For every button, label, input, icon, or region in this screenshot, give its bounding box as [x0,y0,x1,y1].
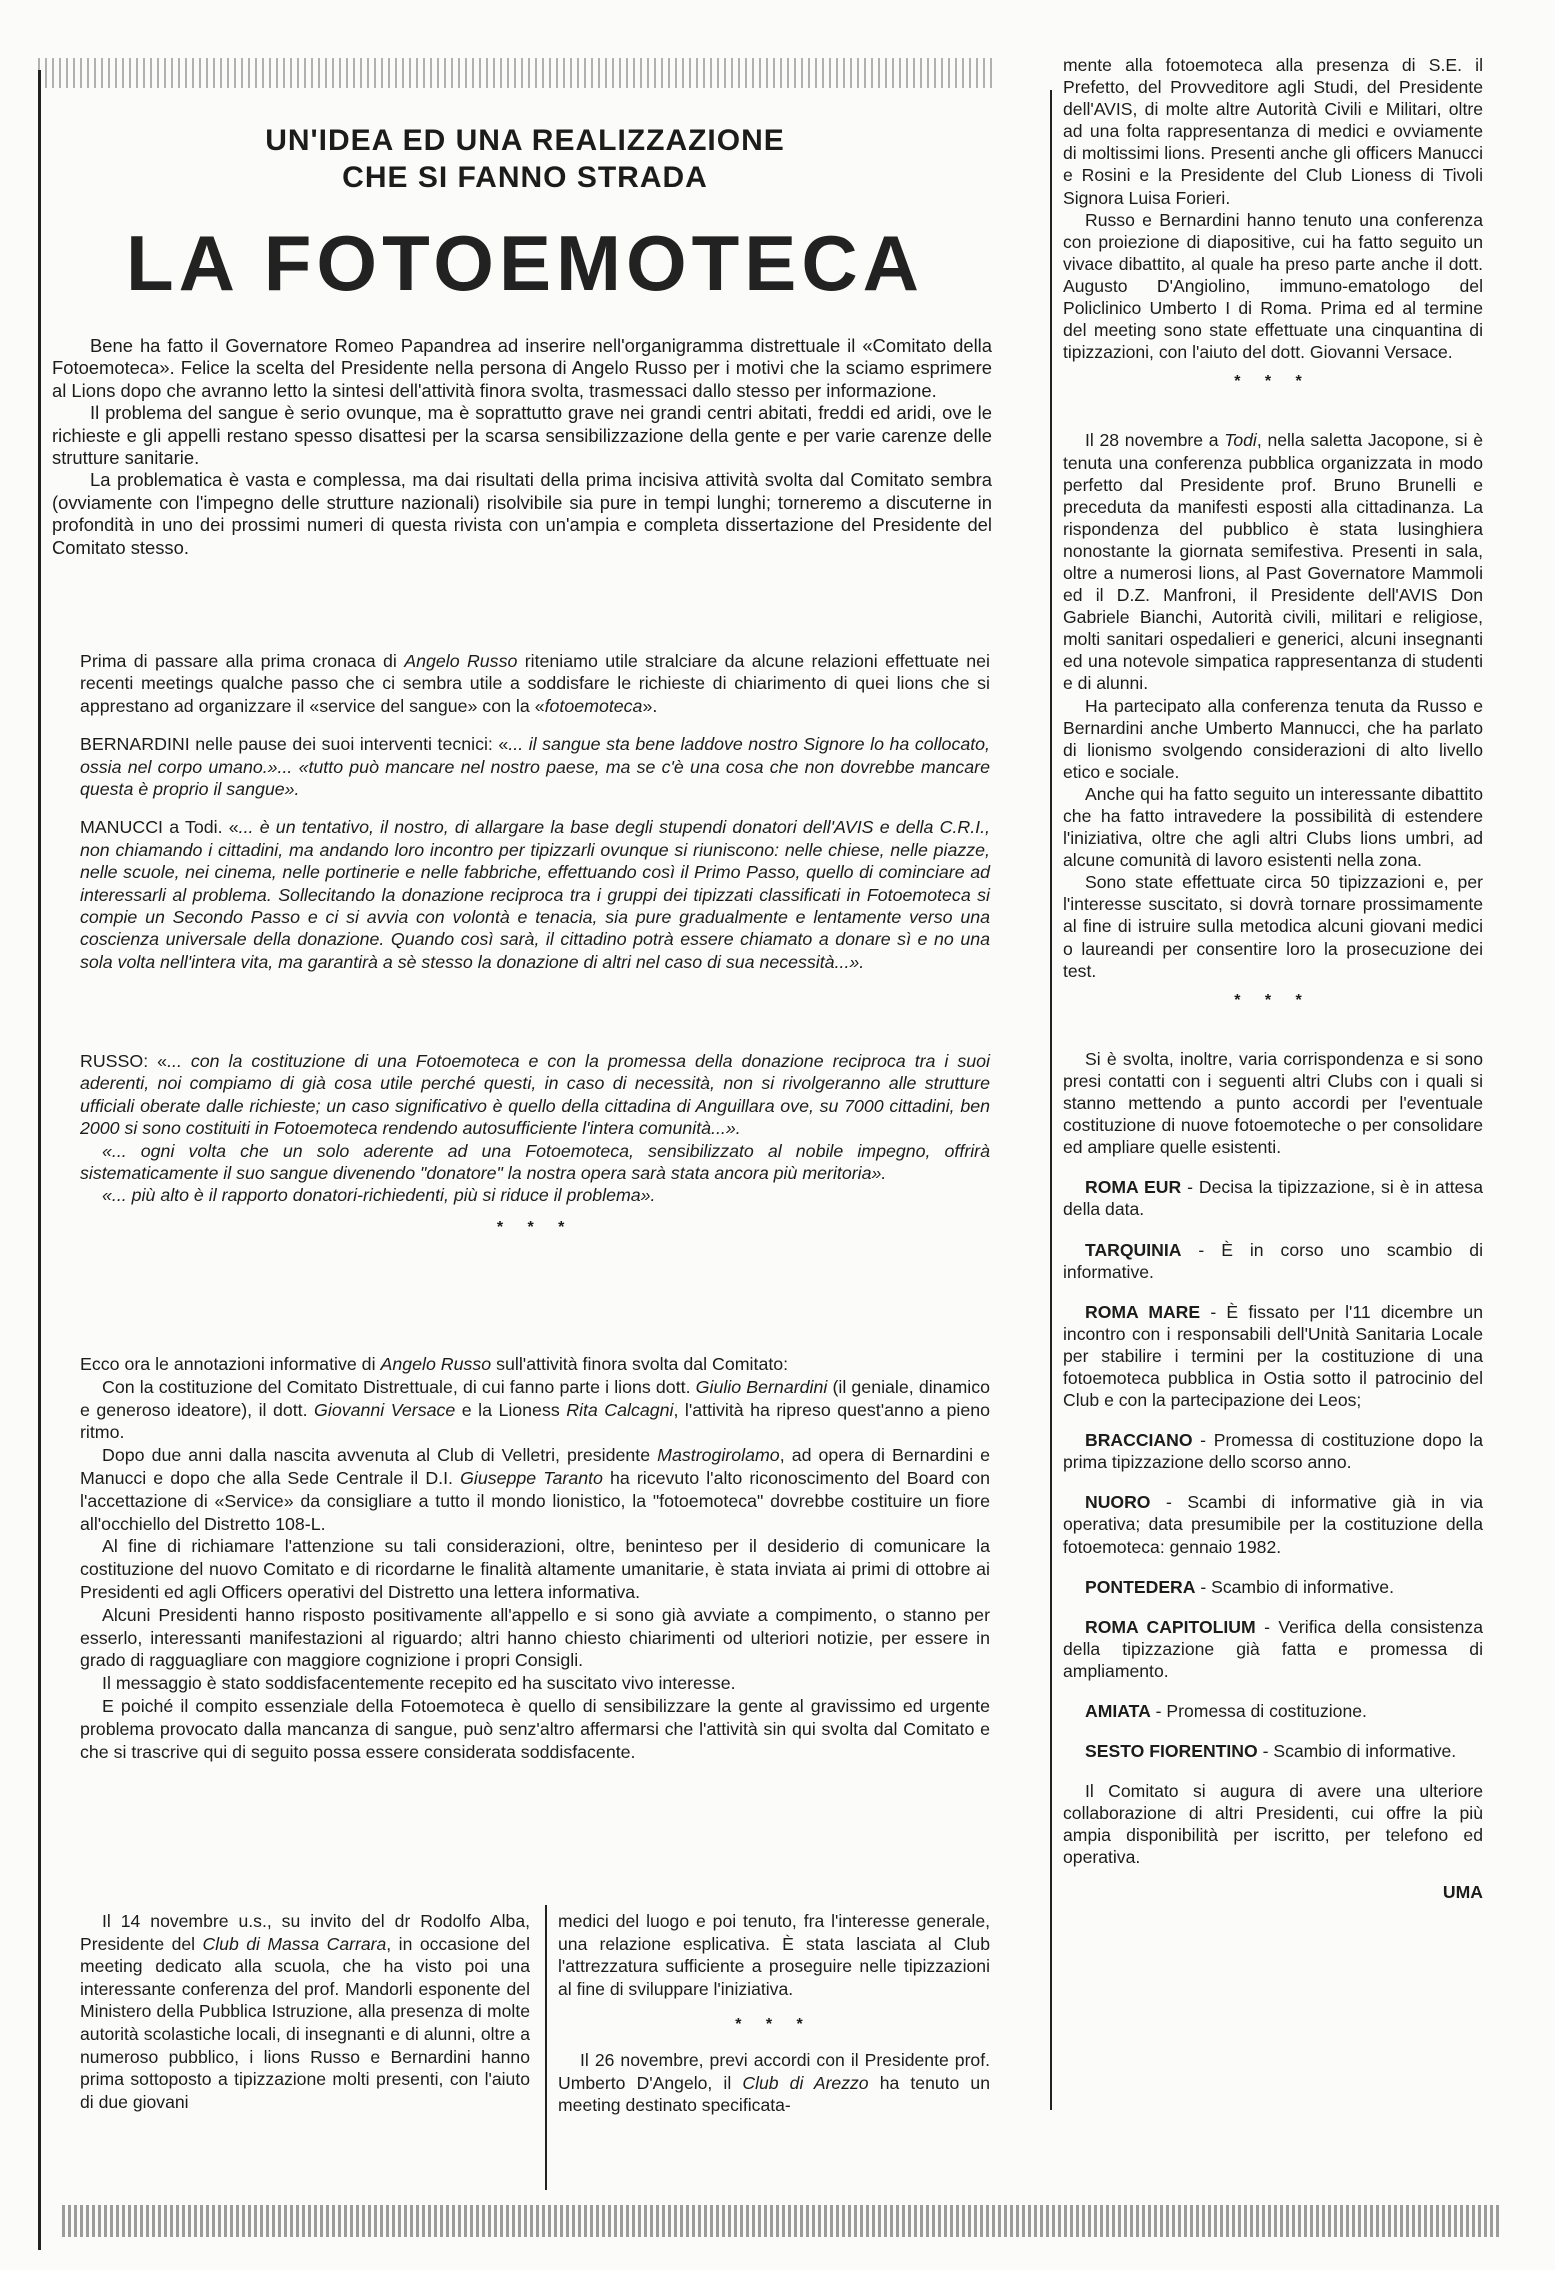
section-separator: * * * [1234,373,1312,391]
club-entry: ROMA EUR - Decisa la tipizzazione, si è in attesa della data. [1063,1177,1483,1220]
club-entry: SESTO FIORENTINO - Scambio di informative. [1085,1741,1457,1762]
bernardini-quote: BERNARDINI nelle pause dei suoi interventi tecnici: «... il sangue sta bene laddove nostro Signore lo ha collocato, ossia nel corpo umano.»... «tutto può mancare nel nostro paese, ma se c'è una cosa che non dovrebbe mancare questa è proprio il sangue». [80,734,990,800]
club-entry: AMIATA - Promessa di costituzione. [1085,1701,1367,1721]
section-separator: * * * [1234,991,1312,1009]
russo-quote-2: «... ogni volta che un solo aderente ad una Fotoemoteca, sensibilizzato al nobile impegno, offrirà sistematicamente il suo sangue divenendo "donatore" la nostra opera sarà stata ancora più meritoria». [80,1140,990,1184]
russo-quote-3: «... più alto è il rapporto donatori-richiedenti, più si riduce il problema». [102,1185,656,1206]
bottom-column-left [80,1910,530,2113]
arezzo-continued: mente alla fotoemoteca alla presenza di S.E. il Prefetto, del Provveditore agli Studi, del Presidente dell'AVIS, di molte altre Autorità Civili e Militari, oltre ad una folta rappresentanza di medici e ovviamente di moltissimi lions. Presenti anche gli officers Manucci e Rosini e la Presidente del Club Lioness di Tivoli Signora Luisa Forieri. [1063,55,1483,208]
annotations-paragraph: Dopo due anni dalla nascita avvenuta al Club di Velletri, presidente Mastrogirolamo, ad opera di Bernardini e Manucci e dopo che alla Sede Centrale il D.I. Giuseppe Taranto ha ricevuto l'alto riconoscimento del Board con l'accettazione di «Service» da consigliare a tutto il mondo lionistico, la "fotoemoteca" dovrebbe costituire un fiore all'occhiello del Distretto 108-L. [80,1445,991,1534]
scan-noise-bottom [62,2205,1502,2237]
bottom-column-middle [558,1910,990,2117]
right-paragraph: Anche qui ha fatto seguito un interessante dibattito che ha fatto intravedere la possibilità di estendere l'iniziativa, oltre che agli altri Clubs lions umbri, ad alcune comunità di lavoro esistenti nella zona. [1063,783,1483,871]
headline-line-1: UN'IDEA ED UNA REALIZZAZIONE [265,124,785,157]
russo-quote-1: RUSSO: «... con la costituzione di una Fotoemoteca e con la promessa della donazione reciproca tra i suoi aderenti, noi compiamo di già cosa utile perché questi, in caso di necessità, non si rivolgeranno alle strutture ufficiali oberate dalle richieste; un caso significativo è quello della cittadina di Anguillara ove, su 7000 cittadini, ben 2000 si sono costituiti in Fotoemoteca rendendo autosufficiente l'intera comunità...». [80,1051,990,1139]
correspondence-paragraph: Si è svolta, inoltre, varia corrispondenza e si sono presi contatti con i seguenti altri Clubs con i quali si stanno mettendo a punto accordi per l'eventuale costituzione di nuove fotoemoteche o per consolidare ed ampliare quelle esistenti. [1063,1048,1483,1158]
inner-column-divider [545,1905,547,2190]
section-separator: * * * [735,2016,813,2034]
premise-section [80,650,990,989]
column-divider-rule [1050,90,1052,2110]
intro-paragraph: Il problema del sangue è serio ovunque, ma è soprattutto grave nei grandi centri abitati, freddi ed aridi, ove le richieste e gli appelli restano spesso disattesi per la scarsa sensibilizzazione della gente e per varie carenze delle strutture sanitarie. [52,402,992,469]
club-entry: PONTEDERA - Scambio di informative. [1085,1576,1394,1597]
massa-carrara-continued: medici del luogo e poi tenuto, fra l'interesse generale, una relazione esplicativa. È stata lasciata al Club l'attrezzatura sufficiente a proseguire nelle tipizzazioni al fine di sviluppare l'iniziativa. [558,1911,990,1999]
right-paragraph: Sono state effettuate circa 50 tipizzazioni e, per l'interesse suscitato, si dovrà tornare prossimamente al fine di istruire sulla metodica alcuni giovani medici o laureandi per consentire loro la prosecuzione dei test. [1063,872,1483,981]
arezzo-paragraph: Il 26 novembre, previ accordi con il Presidente prof. Umberto D'Angelo, il Club di Arezzo ha tenuto un meeting destinato specificata- [558,2049,990,2116]
scan-noise-top [38,58,993,88]
club-entry: TARQUINIA - È in corso uno scambio di informative. [1063,1239,1483,1282]
right-column [1063,54,1483,1903]
closing-paragraph: Il Comitato si augura di avere una ulteriore collaborazione di altri Presidenti, cui offre la più ampia disponibilità per iscritto, per telefono ed operativa. [1063,1781,1483,1868]
annotations-paragraph: Con la costituzione del Comitato Distrettuale, di cui fanno parte i lions dott. Giulio Bernardini (il geniale, dinamico e generoso ideatore), il dott. Giovanni Versace e la Lioness Rita Calcagni, l'attività ha ripreso quest'anno a pieno ritmo. [80,1376,991,1443]
club-entry: ROMA CAPITOLIUM - Verifica della consistenza della tipizzazione già fatta e promessa di ampliamento. [1063,1616,1483,1681]
section-separator: * * * [496,1218,574,1236]
annotations-paragraph: Al fine di richiamare l'attenzione su tali considerazioni, oltre, beninteso per il desiderio di comunicare la costituzione del nuovo Comitato e di ricordarne le finalità altamente umanitarie, è stata inviata ai primi di ottobre ai Presidenti ed agli Officers operativi del Distretto una lettera informativa. [80,1536,990,1602]
massa-carrara-paragraph: Il 14 novembre u.s., su invito del dr Rodolfo Alba, Presidente del Club di Massa Carrara, in occasione del meeting dedicato alla scuola, che ha visto poi una interessante conferenza del prof. Mandorli esponente del Ministero della Pubblica Istruzione, alla presenza di molte autorità scolastiche locali, di insegnanti e di alunni, oltre a numeroso pubblico, i lions Russo e Bernardini hanno prima sottoposto a tipizzazione molti presenti, con l'aiuto di due giovani [80,1911,530,2112]
club-entry: ROMA MARE - È fissato per l'11 dicembre un incontro con i responsabili dell'Unità Sanitaria Locale per stabilire i termini per la costituzione di una fotoemoteca pubblica in Ostia sotto il patrocinio del Club e con la partecipazione dei Leos; [1063,1301,1483,1411]
right-paragraph: Russo e Bernardini hanno tenuto una conferenza con proiezione di diapositive, cui ha fatto seguito un vivace dibattito, al quale ha preso parte anche il dott. Augusto D'Angiolino, immuno-ematologo del Policlinico Umberto I di Roma. Prima ed al termine del meeting sono state effettuate una cinquantina di tipizzazioni, con l'aiuto del dott. Giovanni Versace. [1063,209,1483,363]
article-title: LA FOTOEMOTECA [126,219,924,307]
club-entry: NUORO - Scambi di informative già in via operativa; data presumibile per la costituzione della fotoemoteca: gennaio 1982. [1063,1492,1483,1557]
intro-text [52,335,992,559]
author-signature: UMA [1442,1881,1483,1902]
russo-quotes [80,1050,990,1239]
manucci-quote: MANUCCI a Todi. «... è un tentativo, il nostro, di allargare la base degli stupendi donatori dell'AVIS e della C.R.I., non chiamando i cittadini, ma andando loro incontro per tipizzarli ovunque si riuniscono: nelle chiese, nelle piazze, nelle scuole, nei cinema, nelle portinerie e nelle fabbriche, effettuando così il Primo Passo, quello di cominciare ad interessarli al problema. Sollecitando la donazione reciproca tra i gruppi dei tipizzati classificati in Fotoemoteca si compie un Secondo Passo e ci si avvia con volontà e tenacia, sia pure gradualmente e lentamente verso una coscienza universale della donazione. Quando così sarà, il cittadino potrà essere chiamato a donare sì e no una sola volta nell'intera vita, ma garantirà a sè stesso la donazione di altri nel caso di sua necessità...». [80,817,990,972]
intro-paragraph: La problematica è vasta e complessa, ma dai risultati della prima incisiva attività svolta dal Comitato sembra (ovviamente con l'impegno delle strutture nazionali) risolvibile sia pure in tempi lunghi; torneremo a discuterne in profondità in uno dei prossimi numeri di questa rivista con un'ampia e completa dissertazione del Presidente del Comitato stesso. [52,469,992,558]
premise-paragraph: Prima di passare alla prima cronaca di Angelo Russo riteniamo utile stralciare da alcune relazioni effettuate nei recenti meetings qualche passo che ci sembra utile a soddisfare le richieste di chiarimento di quei lions che si apprestano ad organizzare il «service del sangue» con la «fotoemoteca». [80,651,990,716]
annotations-lead: Ecco ora le annotazioni informative di Angelo Russo sull'attività finora svolta dal Comitato: [80,1354,789,1374]
club-entry: BRACCIANO - Promessa di costituzione dopo la prima tipizzazione dello scorso anno. [1063,1430,1483,1473]
annotations-paragraph: Il messaggio è stato soddisfacentemente recepito ed ha suscitato vivo interesse. [102,1673,736,1694]
annotations-paragraph: Alcuni Presidenti hanno risposto positivamente all'appello e si sono già avviate a compimento, o stanno per esserlo, interessanti manifestazioni al riguardo; altri hanno chiesto chiarimenti od ulteriori notizie, per essere in grado di ragguagliare con maggiore cognizione i propri Consigli. [80,1604,990,1671]
annotations-section [80,1353,990,1763]
intro-paragraph: Bene ha fatto il Governatore Romeo Papandrea ad inserire nell'organigramma distrettuale il «Comitato della Fotoemoteca». Felice la scelta del Presidente nella persona di Angelo Russo per i motivi che la sciamo esprimere al Lions dopo che avranno letto la sintesi dell'attività finora svolta, trasmessaci dallo stesso per informazione. [52,335,992,401]
headline-line-2: CHE SI FANNO STRADA [342,161,708,194]
headline [60,122,990,196]
annotations-paragraph: E poiché il compito essenziale della Fotoemoteca è quello di sensibilizzare la gente al gravissimo ed urgente problema provocato dalla mancanza di sangue, può senz'altro affermarsi che l'attività sin qui svolta dal Comitato e che si trascrive qui di seguito possa essere considerata soddisfacente. [80,1695,990,1762]
todi-paragraph: Il 28 novembre a Todi, nella saletta Jacopone, si è tenuta una conferenza pubblica organizzata in modo perfetto dal Presidente prof. Bruno Brunelli e preceduta da manifesti esposti alla cittadinanza. La rispondenza del pubblico è stata lusinghiera nonostante la giornata semifestiva. Presenti in sala, oltre a numerosi lions, al Past Governatore Mammoli ed il D.Z. Manfroni, il Presidente dell'AVIS Don Gabriele Bianchi, Autorità civili, militari e religiose, molti sanitari ospedalieri e generici, alcuni insegnanti ed una notevole simpatica rappresentanza di studenti e di alunni. [1063,430,1483,694]
left-border-rule [38,70,41,2250]
right-paragraph: Ha partecipato alla conferenza tenuta da Russo e Bernardini anche Umberto Mannucci, che ha parlato di lionismo svolgendo considerazioni di alto livello etico e sociale. [1063,695,1483,782]
